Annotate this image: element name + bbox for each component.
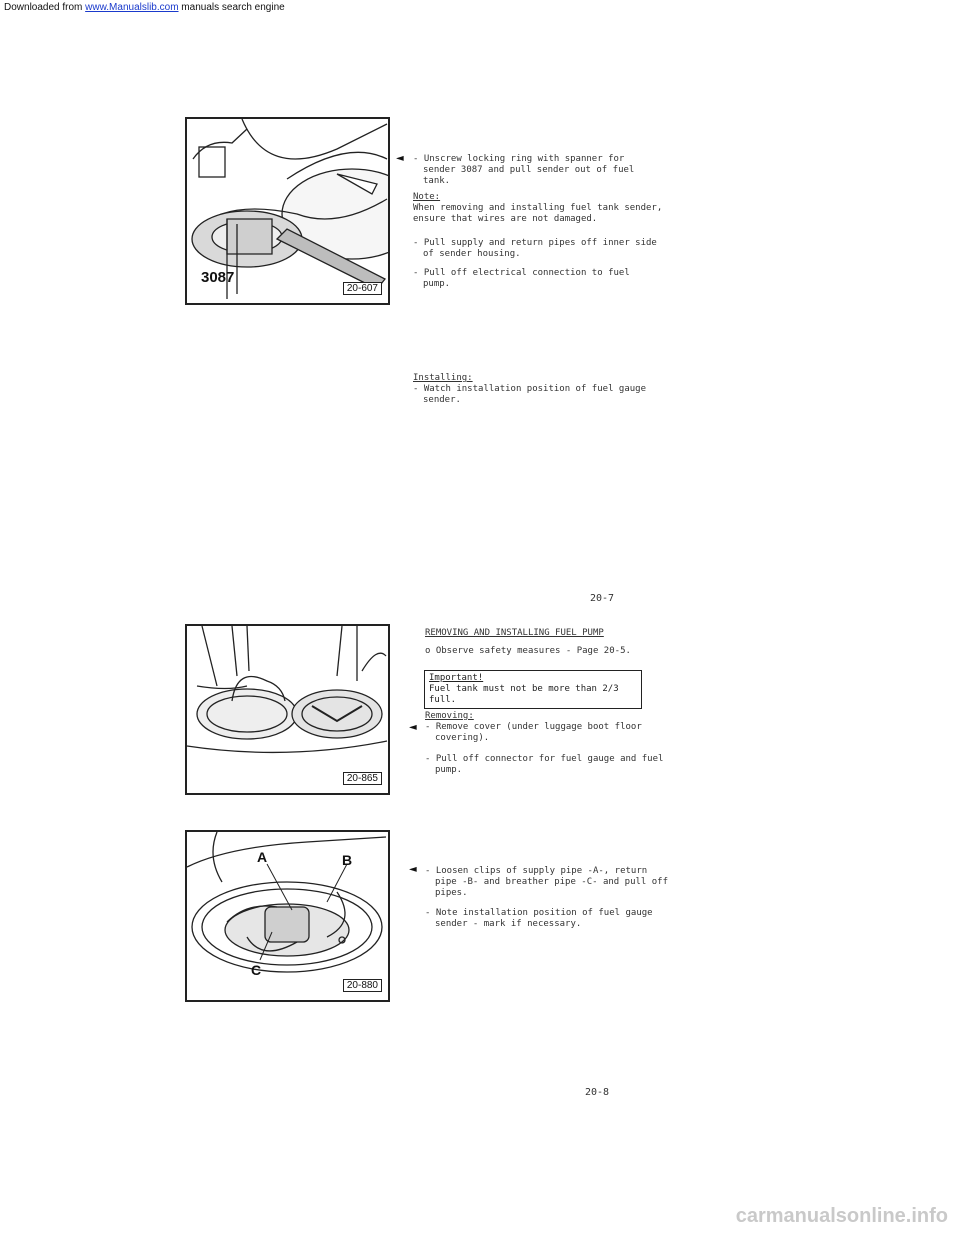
step-note-position-line-2: sender - mark if necessary.	[435, 919, 582, 929]
figure-3-label-c: C	[251, 962, 262, 978]
figure-1-tool-label: 3087	[201, 269, 235, 286]
section-2-title: REMOVING AND INSTALLING FUEL PUMP	[425, 628, 604, 638]
banner-suffix: manuals search engine	[178, 2, 285, 13]
step-unscrew-line-1: - Unscrew locking ring with spanner for	[413, 154, 625, 164]
carmanualsonline-watermark: carmanualsonline.info	[735, 1205, 948, 1227]
step-loosen-clips-line-1: - Loosen clips of supply pipe -A-, return	[425, 866, 648, 876]
removing-section	[425, 711, 685, 776]
observe-safety: o Observe safety measures - Page 20-5.	[425, 646, 631, 656]
note-heading: Note:	[413, 192, 441, 202]
page-number-20-8: 20-8	[585, 1087, 610, 1098]
step-pull-pipes-line-1: - Pull supply and return pipes off inner side	[413, 238, 657, 248]
important-box	[424, 670, 642, 709]
banner-prefix: Downloaded from	[4, 2, 86, 13]
step-unscrew-line-2: sender 3087 and pull sender out of fuel	[423, 165, 635, 175]
section-2-header	[425, 628, 685, 657]
step-loosen-clips-line-3: pipes.	[435, 888, 468, 898]
figure-3-code: 20-880	[343, 979, 382, 992]
manualslib-link[interactable]: www.Manualslib.com	[85, 2, 179, 13]
figure-locking-ring-spanner	[185, 117, 390, 305]
removing-heading: Removing:	[425, 711, 474, 721]
step-unscrew-line-3: tank.	[423, 176, 451, 186]
note-line-1: When removing and installing fuel tank sender,	[413, 203, 663, 213]
pointer-arrow-2: ◄	[409, 722, 417, 733]
step-electrical-line-1: - Pull off electrical connection to fuel	[413, 268, 630, 278]
installing-section	[413, 373, 673, 406]
section-3-steps	[425, 866, 685, 930]
step-electrical-line-2: pump.	[423, 279, 451, 289]
step-pull-pipes-line-2: of sender housing.	[423, 249, 521, 259]
installing-heading: Installing:	[413, 373, 473, 383]
step-remove-cover-line-1: - Remove cover (under luggage boot floor	[425, 722, 642, 732]
step-connector-line-2: pump.	[435, 765, 463, 775]
installing-line-1: - Watch installation position of fuel gauge	[413, 384, 646, 394]
step-connector-line-1: - Pull off connector for fuel gauge and fuel	[425, 754, 664, 764]
page-number-20-7: 20-7	[590, 593, 615, 604]
important-text: Fuel tank must not be more than 2/3 full.	[429, 684, 619, 705]
important-heading: Important!	[429, 673, 484, 683]
note-line-2: ensure that wires are not damaged.	[413, 214, 598, 224]
figure-2-code: 20-865	[343, 772, 382, 785]
pointer-arrow-1: ◄	[396, 153, 404, 164]
step-note-position-line-1: - Note installation position of fuel gauge	[425, 908, 653, 918]
figure-2-illustration	[187, 626, 388, 793]
figure-fuel-pump-connector	[185, 624, 390, 795]
figure-3-label-b: B	[342, 852, 353, 868]
pointer-arrow-3: ◄	[409, 864, 417, 875]
figure-3-illustration	[187, 832, 388, 1000]
step-loosen-clips-line-2: pipe -B- and breather pipe -C- and pull off	[435, 877, 668, 887]
step-remove-cover-line-2: covering).	[435, 733, 490, 743]
download-banner	[4, 2, 285, 13]
section-1-steps	[413, 154, 673, 290]
figure-3-label-a: A	[257, 849, 268, 865]
figure-1-code: 20-607	[343, 282, 382, 295]
installing-line-2: sender.	[423, 395, 461, 405]
figure-pipe-clips	[185, 830, 390, 1002]
